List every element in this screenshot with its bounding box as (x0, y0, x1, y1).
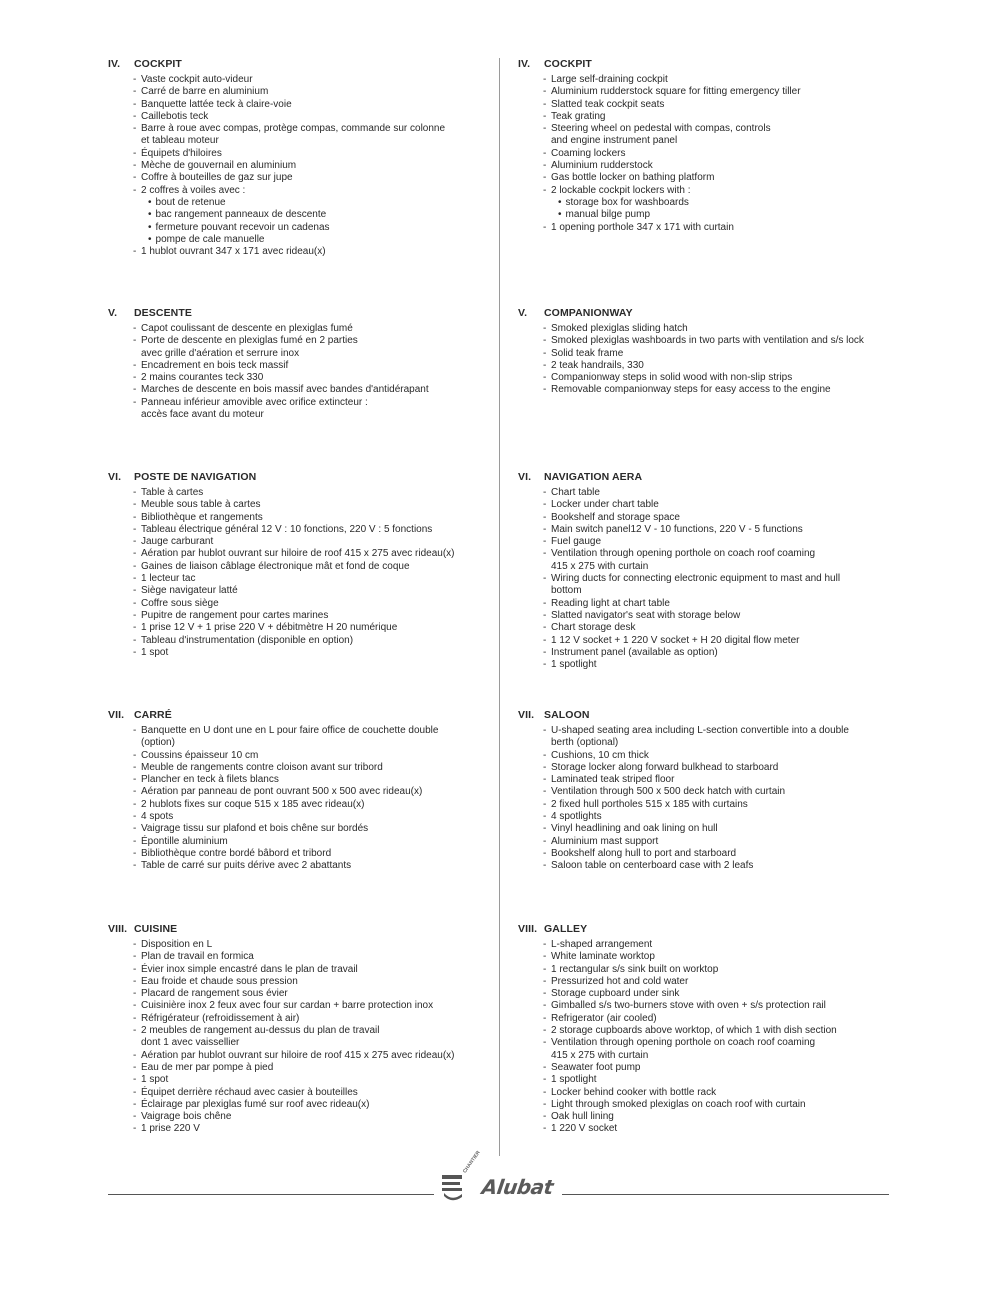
list-item (133, 548, 488, 560)
list-item-text: Marches de descente en bois massif avec bandes d'antidérapant (141, 384, 429, 396)
list-item-text: Évier inox simple encastré dans le plan de travail (141, 963, 358, 975)
list-item (543, 610, 898, 622)
list-item (133, 647, 488, 659)
list-item (133, 397, 488, 422)
section-number: V. (518, 307, 528, 319)
list-item (543, 74, 898, 86)
list-item-text: 2 fixed hull portholes 515 x 185 with curtains (551, 798, 748, 810)
list-item-text: Eau de mer par pompe à pied (141, 1061, 274, 1073)
list-item-text: Solid teak frame (551, 347, 624, 359)
list-item (133, 536, 488, 548)
list-item-text: 1 hublot ouvrant 347 x 171 avec rideau(x) (141, 246, 326, 258)
section-title (518, 471, 898, 484)
list-item-text: Panneau inférieur amovible avec orifice extincteur : (141, 396, 368, 408)
list-item (543, 123, 898, 148)
list-item (543, 185, 898, 222)
column-divider (499, 58, 500, 1156)
list-item (133, 372, 488, 384)
list-item-text: Cushions, 10 cm thick (551, 749, 649, 761)
list-item-text: Coffre à bouteilles de gaz sur jupe (141, 172, 293, 184)
list-item-text: Jauge carburant (141, 536, 214, 548)
list-item-text: Bookshelf and storage space (551, 511, 680, 523)
sub-list-item: • storage box for washboards (558, 197, 898, 209)
list-item (543, 939, 898, 951)
list-item-text: Storage locker along forward bulkhead to starboard (551, 761, 779, 773)
list-item-text: Caillebotis teck (141, 110, 209, 122)
section-title (108, 709, 488, 722)
sub-list-item: • bout de retenue (148, 197, 488, 209)
section-poste-de-navigation (108, 471, 488, 659)
list-item-text: Removable companionway steps for easy access to the engine (551, 384, 831, 396)
list-item (133, 86, 488, 98)
list-item-text: 1 spotlight (551, 1074, 597, 1086)
list-item (133, 1123, 488, 1135)
list-item (543, 988, 898, 1000)
section-title (108, 307, 488, 320)
list-item-text: Mèche de gouvernail en aluminium (141, 160, 297, 172)
list-item (543, 1087, 898, 1099)
list-item (543, 860, 898, 872)
list-item-text: Chart table (551, 487, 600, 498)
list-item-text: Plan de travail en formica (141, 951, 254, 963)
list-item (543, 1000, 898, 1012)
list-item (133, 988, 488, 1000)
list-item (133, 786, 488, 798)
item-list (108, 487, 488, 659)
list-item-text: Instrument panel (available as option) (551, 646, 718, 658)
list-item-text: Disposition en L (141, 939, 213, 950)
section-number: VI. (518, 471, 532, 483)
list-item-text: Réfrigérateur (refroidissement à air) (141, 1012, 300, 1024)
list-item-text: Épontille aluminium (141, 835, 228, 847)
list-item (133, 598, 488, 610)
item-list (108, 939, 488, 1136)
list-item-text: Smoked plexiglas sliding hatch (551, 323, 688, 334)
alubat-emblem-icon (440, 1170, 480, 1204)
list-item-text: Chart storage desk (551, 622, 636, 634)
list-item (543, 836, 898, 848)
list-item (133, 1087, 488, 1099)
section-title (108, 471, 488, 484)
section-companionway (518, 307, 898, 397)
list-item (543, 635, 898, 647)
list-item-text: Saloon table on centerboard case with 2 leafs (551, 860, 754, 872)
section-heading: CUISINE (134, 923, 178, 935)
list-item-continuation: et tableau moteur (141, 135, 219, 147)
list-item-text: Refrigerator (air cooled) (551, 1012, 657, 1024)
list-item (543, 1013, 898, 1025)
list-item-text: Wiring ducts for connecting electronic equipment to mast and hull (551, 573, 841, 585)
list-item (543, 1099, 898, 1111)
list-item-text: Vinyl headlining and oak lining on hull (551, 823, 718, 835)
list-item (133, 860, 488, 872)
list-item (133, 246, 488, 258)
list-item (133, 1074, 488, 1086)
section-navigation-aera (518, 471, 898, 671)
section-heading: POSTE DE NAVIGATION (134, 471, 257, 483)
list-item-text: 1 prise 220 V (141, 1123, 200, 1135)
section-cockpit (108, 58, 488, 258)
section-title (108, 58, 488, 71)
list-item-text: 1 opening porthole 347 x 171 with curtain (551, 221, 734, 233)
list-item-text: Capot coulissant de descente en plexiglas fumé (141, 323, 353, 334)
logo-wordmark: Alubat (480, 1175, 555, 1199)
list-item-continuation: accès face avant du moteur (141, 409, 264, 421)
section-number: VII. (518, 709, 535, 721)
list-item-text: Tableau d'instrumentation (disponible en option) (141, 634, 354, 646)
list-item-text: Plancher en teck à filets blancs (141, 774, 279, 786)
list-item (543, 774, 898, 786)
section-galley (518, 923, 898, 1136)
list-item-text: Ventilation through 500 x 500 deck hatch with curtain (551, 786, 786, 798)
section-heading: COCKPIT (134, 58, 182, 70)
list-item (133, 172, 488, 184)
list-item (133, 823, 488, 835)
list-item (133, 360, 488, 372)
list-item-text: Coussins épaisseur 10 cm (141, 749, 259, 761)
list-item-text: Éclairage par plexiglas fumé sur roof avec rideau(x) (141, 1098, 370, 1110)
list-item (133, 384, 488, 396)
list-item (133, 323, 488, 335)
list-item-text: Vaigrage tissu sur plafond et bois chêne sur bordés (141, 823, 369, 835)
list-item-text: Companionway steps in solid wood with non-slip strips (551, 372, 793, 384)
list-item (543, 384, 898, 396)
list-item (543, 323, 898, 335)
list-item (133, 160, 488, 172)
list-item (543, 1025, 898, 1037)
list-item (543, 548, 898, 573)
list-item (543, 799, 898, 811)
list-item (543, 750, 898, 762)
list-item-continuation: and engine instrument panel (551, 135, 678, 147)
list-item-text: Aluminium rudderstock (551, 160, 653, 172)
item-list (108, 725, 488, 873)
list-item (543, 786, 898, 798)
list-item-text: Bibliothèque contre bordé bâbord et tribord (141, 847, 332, 859)
list-item (133, 573, 488, 585)
item-list (518, 74, 898, 234)
list-item (133, 725, 488, 750)
list-item-text: 2 hublots fixes sur coque 515 x 185 avec rideau(x) (141, 798, 365, 810)
section-number: VIII. (108, 923, 128, 935)
list-item (133, 836, 488, 848)
list-item-text: Locker behind cooker with bottle rack (551, 1086, 717, 1098)
list-item (543, 622, 898, 634)
list-item-text: Aération par hublot ouvrant sur hiloire de roof 415 x 275 avec rideau(x) (141, 1049, 455, 1061)
list-item-text: 2 mains courantes teck 330 (141, 372, 264, 384)
sub-list-item: • pompe de cale manuelle (148, 234, 488, 246)
list-item (133, 1062, 488, 1074)
list-item (543, 598, 898, 610)
list-item-text: 2 teak handrails, 330 (551, 359, 644, 371)
section-title (518, 923, 898, 936)
list-item (543, 148, 898, 160)
list-item (543, 487, 898, 499)
list-item (133, 635, 488, 647)
list-item (543, 811, 898, 823)
list-item-text: 1 12 V socket + 1 220 V socket + H 20 digital flow meter (551, 634, 800, 646)
item-list (518, 939, 898, 1136)
list-item (543, 659, 898, 671)
list-item (133, 799, 488, 811)
list-item (133, 561, 488, 573)
list-item-continuation: bottom (551, 585, 582, 597)
list-item-text: Eau froide et chaude sous pression (141, 975, 298, 987)
list-item-text: Pressurized hot and cold water (551, 975, 689, 987)
list-item-continuation: avec grille d'aération et serrure inox (141, 347, 300, 359)
list-item (133, 1025, 488, 1050)
list-item (133, 1111, 488, 1123)
section-cuisine (108, 923, 488, 1136)
list-item (543, 725, 898, 750)
list-item (133, 610, 488, 622)
section-title (108, 923, 488, 936)
list-item-text: Bookshelf along hull to port and starboard (551, 847, 737, 859)
section-heading: NAVIGATION AERA (544, 471, 643, 483)
list-item (133, 499, 488, 511)
list-item (543, 848, 898, 860)
list-item (543, 160, 898, 172)
section-title (518, 307, 898, 320)
item-list (108, 323, 488, 421)
list-item-text: Reading light at chart table (551, 597, 670, 609)
list-item-continuation: dont 1 avec vaissellier (141, 1037, 240, 1049)
section-number: VII. (108, 709, 125, 721)
list-item-text: Main switch panel12 V - 10 functions, 220 V - 5 functions (551, 523, 803, 535)
list-item (133, 99, 488, 111)
list-item-text: 1 prise 12 V + 1 prise 220 V + débitmètre H 20 numérique (141, 622, 398, 634)
list-item (543, 335, 898, 347)
list-item-text: White laminate worktop (551, 951, 655, 963)
list-item (133, 335, 488, 360)
footer-rule-left (108, 1194, 434, 1195)
list-item-text: Aluminium mast support (551, 835, 659, 847)
list-item-text: 4 spots (141, 811, 174, 823)
list-item (133, 1013, 488, 1025)
list-item (133, 512, 488, 524)
list-item-continuation: 415 x 275 with curtain (551, 560, 649, 572)
list-item (543, 573, 898, 598)
list-item-continuation: berth (optional) (551, 737, 619, 749)
list-item-text: Aération par hublot ouvrant sur hiloire de roof 415 x 275 avec rideau(x) (141, 548, 455, 560)
list-item (543, 86, 898, 98)
list-item (543, 348, 898, 360)
list-item-text: L-shaped arrangement (551, 939, 653, 950)
list-item (543, 524, 898, 536)
item-list (108, 74, 488, 258)
logo-small-text: CHANTIER (462, 1149, 482, 1175)
list-item-text: Équipet derrière réchaud avec casier à bouteilles (141, 1086, 358, 1098)
list-item-text: Ventilation through opening porthole on coach roof coaming (551, 1037, 816, 1049)
list-item-text: Table à cartes (141, 487, 204, 498)
list-item-text: Teak grating (551, 110, 606, 122)
list-item-text: Slatted navigator's seat with storage below (551, 609, 741, 621)
list-item-text: 1 rectangular s/s sink built on worktop (551, 963, 719, 975)
list-item-text: Smoked plexiglas washboards in two parts with ventilation and s/s lock (551, 335, 864, 347)
list-item (543, 512, 898, 524)
list-item-text: Coffre sous siège (141, 597, 219, 609)
list-item (543, 172, 898, 184)
list-item (543, 964, 898, 976)
list-item (133, 111, 488, 123)
list-item (543, 976, 898, 988)
list-item-text: Tableau électrique général 12 V : 10 fonctions, 220 V : 5 fonctions (141, 523, 433, 535)
section-heading: SALOON (544, 709, 590, 721)
list-item-text: Banquette lattée teck à claire-voie (141, 98, 292, 110)
list-item-text: Pupitre de rangement pour cartes marines (141, 609, 329, 621)
list-item-text: Banquette en U dont une en L pour faire office de couchette double (141, 725, 439, 736)
list-item (133, 585, 488, 597)
list-item (133, 811, 488, 823)
list-item (133, 1050, 488, 1062)
list-item-text: Ventilation through opening porthole on coach roof coaming (551, 548, 816, 560)
section-number: VI. (108, 471, 122, 483)
list-item-text: 2 storage cupboards above worktop, of which 1 with dish section (551, 1025, 837, 1037)
section-title (518, 58, 898, 71)
list-item-text: Gimballed s/s two-burners stove with oven + s/s protection rail (551, 1000, 826, 1012)
section-heading: DESCENTE (134, 307, 192, 319)
list-item (543, 360, 898, 372)
list-item-text: Meuble de rangements contre cloison avant sur tribord (141, 761, 383, 773)
sub-list-item: • bac rangement panneaux de descente (148, 209, 488, 221)
list-item-text: Large self-draining cockpit (551, 74, 668, 85)
alubat-logo (440, 1149, 560, 1204)
list-item-text: Oak hull lining (551, 1111, 614, 1123)
list-item (133, 74, 488, 86)
sub-item-list (551, 197, 898, 222)
list-item-text: 2 coffres à voiles avec : (141, 184, 246, 196)
list-item-text: Gaines de liaison câblage électronique mât et fond de coque (141, 560, 410, 572)
list-item (133, 487, 488, 499)
list-item-text: Gas bottle locker on bathing platform (551, 172, 715, 184)
sub-list-item: • fermeture pouvant recevoir un cadenas (148, 222, 488, 234)
list-item (543, 1037, 898, 1062)
list-item (133, 622, 488, 634)
list-item (133, 1099, 488, 1111)
list-item (133, 524, 488, 536)
section-heading: CARRÉ (134, 709, 172, 721)
section-number: VIII. (518, 923, 538, 935)
list-item (133, 123, 488, 148)
list-item (133, 939, 488, 951)
list-item (133, 750, 488, 762)
list-item (543, 647, 898, 659)
list-item-text: Fuel gauge (551, 536, 602, 548)
list-item (133, 185, 488, 246)
list-item-text: Barre à roue avec compas, protège compas, commande sur colonne (141, 123, 446, 135)
list-item-text: 1 lecteur tac (141, 573, 196, 585)
list-item (543, 222, 898, 234)
section-heading: COMPANIONWAY (544, 307, 633, 319)
item-list (518, 323, 898, 397)
list-item (133, 964, 488, 976)
list-item-text: Cuisinière inox 2 feux avec four sur cardan + barre protection inox (141, 1000, 434, 1012)
list-item-text: Seawater foot pump (551, 1061, 641, 1073)
list-item-text: Steering wheel on pedestal with compas, controls (551, 123, 771, 135)
list-item-text: Slatted teak cockpit seats (551, 98, 665, 110)
list-item (133, 951, 488, 963)
list-item-text: Encadrement en bois teck massif (141, 359, 289, 371)
list-item-text: Light through smoked plexiglas on coach roof with curtain (551, 1098, 806, 1110)
sub-item-list (141, 197, 488, 246)
section-number: V. (108, 307, 118, 319)
list-item-text: Bibliothèque et rangements (141, 511, 263, 523)
section-cockpit (518, 58, 898, 234)
list-item (543, 1062, 898, 1074)
list-item (133, 1000, 488, 1012)
list-item-continuation: 415 x 275 with curtain (551, 1049, 649, 1061)
list-item-text: 2 lockable cockpit lockers with : (551, 184, 691, 196)
list-item-text: Placard de rangement sous évier (141, 988, 288, 1000)
list-item-text: Aluminium rudderstock square for fitting emergency tiller (551, 86, 801, 98)
list-item-text: Locker under chart table (551, 499, 659, 511)
item-list (518, 487, 898, 671)
section-heading: GALLEY (544, 923, 588, 935)
list-item (133, 762, 488, 774)
list-item-text: 1 spot (141, 1074, 169, 1086)
list-item-text: Équipets d'hiloires (141, 147, 222, 159)
list-item-text: Porte de descente en plexiglas fumé en 2 parties (141, 335, 358, 347)
list-item-text: 2 meubles de rangement au-dessus du plan de travail (141, 1025, 380, 1037)
section-heading: COCKPIT (544, 58, 592, 70)
item-list (518, 725, 898, 873)
list-item (133, 848, 488, 860)
list-item-text: Siège navigateur latté (141, 585, 238, 597)
list-item-text: 4 spotlights (551, 811, 602, 823)
list-item-continuation: (option) (141, 737, 175, 749)
list-item-text: Vaste cockpit auto-videur (141, 74, 253, 85)
section-descente (108, 307, 488, 421)
list-item (543, 1074, 898, 1086)
list-item-text: Aération par panneau de pont ouvrant 500 x 500 avec rideau(x) (141, 786, 423, 798)
list-item-text: Carré de barre en aluminium (141, 86, 269, 98)
list-item (543, 1111, 898, 1123)
sub-list-item: • manual bilge pump (558, 209, 898, 221)
list-item-text: 1 spot (141, 646, 169, 658)
section-number: IV. (108, 58, 121, 70)
footer-rule-right (562, 1194, 889, 1195)
list-item-text: Coaming lockers (551, 147, 626, 159)
list-item (133, 976, 488, 988)
list-item-text: Vaigrage bois chêne (141, 1111, 232, 1123)
list-item-text: Storage cupboard under sink (551, 988, 680, 1000)
list-item-text: Laminated teak striped floor (551, 774, 675, 786)
list-item (543, 99, 898, 111)
list-item (543, 823, 898, 835)
list-item-text: Meuble sous table à cartes (141, 499, 261, 511)
list-item (543, 372, 898, 384)
section-number: IV. (518, 58, 531, 70)
section-title (518, 709, 898, 722)
section-saloon (518, 709, 898, 873)
list-item (543, 111, 898, 123)
list-item-text: 1 spotlight (551, 659, 597, 671)
list-item-text: Table de carré sur puits dérive avec 2 abattants (141, 860, 352, 872)
list-item (543, 762, 898, 774)
list-item (133, 148, 488, 160)
list-item (543, 499, 898, 511)
section-carr- (108, 709, 488, 873)
list-item (543, 951, 898, 963)
list-item-text: U-shaped seating area including L-section convertible into a double (551, 725, 849, 736)
list-item-text: 1 220 V socket (551, 1123, 618, 1135)
list-item (133, 774, 488, 786)
list-item (543, 1123, 898, 1135)
list-item (543, 536, 898, 548)
